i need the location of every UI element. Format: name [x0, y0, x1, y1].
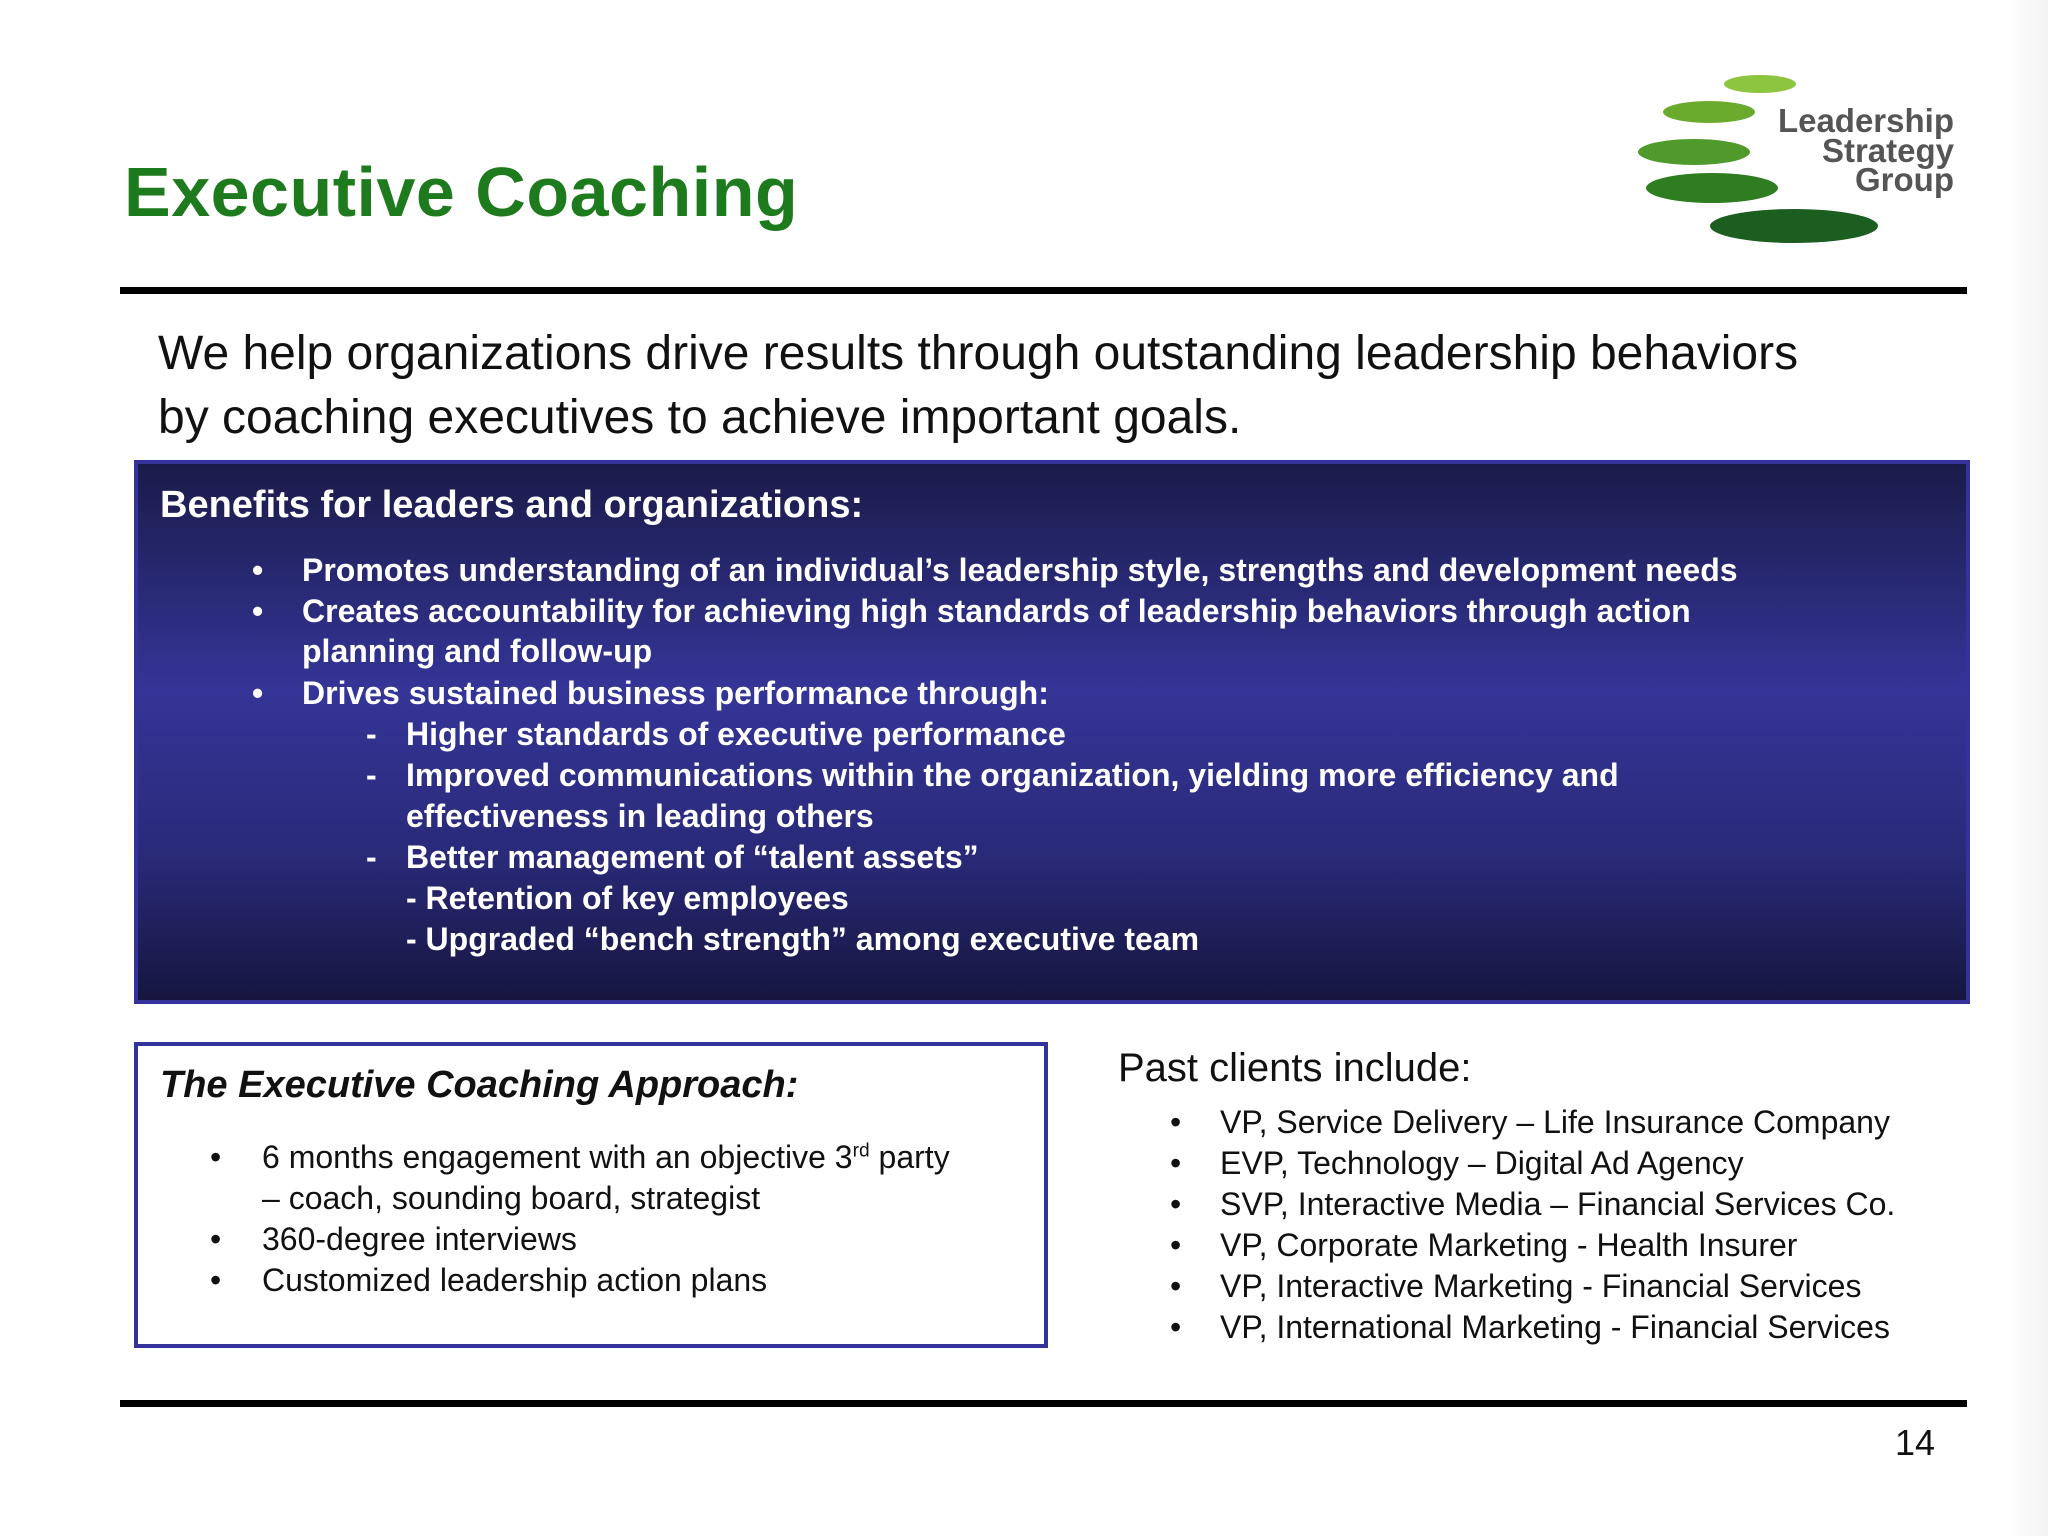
bullet-icon: •	[1170, 1186, 1182, 1222]
approach-item	[210, 1219, 577, 1260]
ordinal-superscript: rd	[852, 1140, 870, 1162]
benefit-subitem	[366, 837, 979, 877]
client-text: VP, International Marketing - Financial Services	[1220, 1309, 1890, 1345]
bullet-icon: •	[252, 675, 264, 711]
top-divider	[120, 287, 1967, 294]
logo-text-line-2: Strategy	[1821, 132, 1954, 169]
benefit-text: Creates accountability for achieving high standards of leadership behaviors through action	[302, 593, 1691, 629]
benefit-subtext: - Upgraded “bench strength” among executive team	[406, 921, 1200, 957]
benefit-item	[252, 591, 1691, 631]
benefit-text: Drives sustained business performance through:	[302, 675, 1049, 711]
approach-item-continued	[262, 1178, 760, 1219]
benefit-subitem	[366, 714, 1066, 754]
logo-ellipse-5	[1710, 209, 1878, 243]
benefit-subtext: effectiveness in leading others	[406, 798, 874, 834]
benefit-subtext: - Retention of key employees	[406, 880, 849, 916]
page-edge-shadow	[2008, 0, 2048, 1536]
approach-text-part: 6 months engagement with an objective 3	[262, 1139, 853, 1175]
leadership-strategy-group-logo	[1636, 68, 1976, 258]
client-text: VP, Interactive Marketing - Financial Services	[1220, 1268, 1862, 1304]
approach-text: 360-degree interviews	[262, 1221, 577, 1257]
intro-statement	[158, 322, 1948, 450]
benefit-subsubitem	[406, 919, 1199, 959]
slide-title: Executive Coaching	[124, 153, 799, 231]
bullet-icon: •	[210, 1262, 222, 1298]
benefit-text: Promotes understanding of an individual’s leadership style, strengths and development needs	[302, 552, 1738, 588]
client-item	[1170, 1225, 1798, 1266]
logo-text-line-1: Leadership	[1777, 102, 1954, 139]
approach-item	[210, 1260, 768, 1301]
benefit-item	[252, 550, 1738, 590]
client-item	[1170, 1307, 1890, 1348]
intro-line-1: We help organizations drive results through outstanding leadership behaviors	[158, 327, 1799, 380]
dash-icon: -	[366, 716, 377, 752]
client-item	[1170, 1184, 1896, 1225]
bullet-icon: •	[252, 552, 264, 588]
logo-ellipse-3	[1638, 139, 1750, 165]
bullet-icon: •	[252, 593, 264, 629]
clients-heading: Past clients include:	[1118, 1046, 1472, 1090]
benefit-item	[252, 673, 1049, 713]
bullet-icon: •	[210, 1221, 222, 1257]
page-number: 14	[1894, 1422, 1935, 1463]
client-item	[1170, 1266, 1862, 1307]
logo-ellipse-1	[1724, 75, 1796, 93]
benefits-heading: Benefits for leaders and organizations:	[160, 484, 864, 526]
bullet-icon: •	[1170, 1145, 1182, 1181]
benefit-subtext: Improved communications within the organization, yielding more efficiency and	[406, 757, 1619, 793]
client-text: VP, Service Delivery – Life Insurance Company	[1220, 1104, 1890, 1140]
logo-ellipse-2	[1663, 101, 1755, 123]
benefit-subsubitem	[406, 878, 849, 918]
approach-box	[134, 1042, 1048, 1348]
approach-item	[210, 1137, 950, 1178]
logo-ellipse-4	[1646, 173, 1778, 203]
benefit-text: planning and follow-up	[302, 633, 653, 669]
bullet-icon: •	[1170, 1309, 1182, 1345]
approach-text: Customized leadership action plans	[262, 1262, 768, 1298]
bullet-icon: •	[1170, 1227, 1182, 1263]
client-item	[1170, 1102, 1890, 1143]
benefit-subtext: Higher standards of executive performance	[406, 716, 1066, 752]
client-text: EVP, Technology – Digital Ad Agency	[1220, 1145, 1744, 1181]
logo-text-line-3: Group	[1855, 161, 1954, 198]
client-item	[1170, 1143, 1744, 1184]
dash-icon: -	[366, 839, 377, 875]
benefit-subitem	[366, 755, 1619, 795]
bottom-divider	[120, 1400, 1967, 1407]
intro-line-2: by coaching executives to achieve important goals.	[158, 391, 1242, 444]
benefit-subitem-continued	[406, 796, 874, 836]
client-text: VP, Corporate Marketing - Health Insurer	[1220, 1227, 1798, 1263]
bullet-icon: •	[1170, 1268, 1182, 1304]
dash-icon: -	[366, 757, 377, 793]
approach-heading: The Executive Coaching Approach:	[160, 1064, 799, 1106]
benefit-subtext: Better management of “talent assets”	[406, 839, 979, 875]
client-text: SVP, Interactive Media – Financial Services Co.	[1220, 1186, 1896, 1222]
approach-text-part: party	[869, 1139, 950, 1175]
benefit-item-continued	[302, 631, 652, 671]
approach-text: – coach, sounding board, strategist	[262, 1180, 761, 1216]
benefits-box	[134, 460, 1970, 1004]
bullet-icon: •	[1170, 1104, 1182, 1140]
bullet-icon: •	[210, 1139, 222, 1175]
